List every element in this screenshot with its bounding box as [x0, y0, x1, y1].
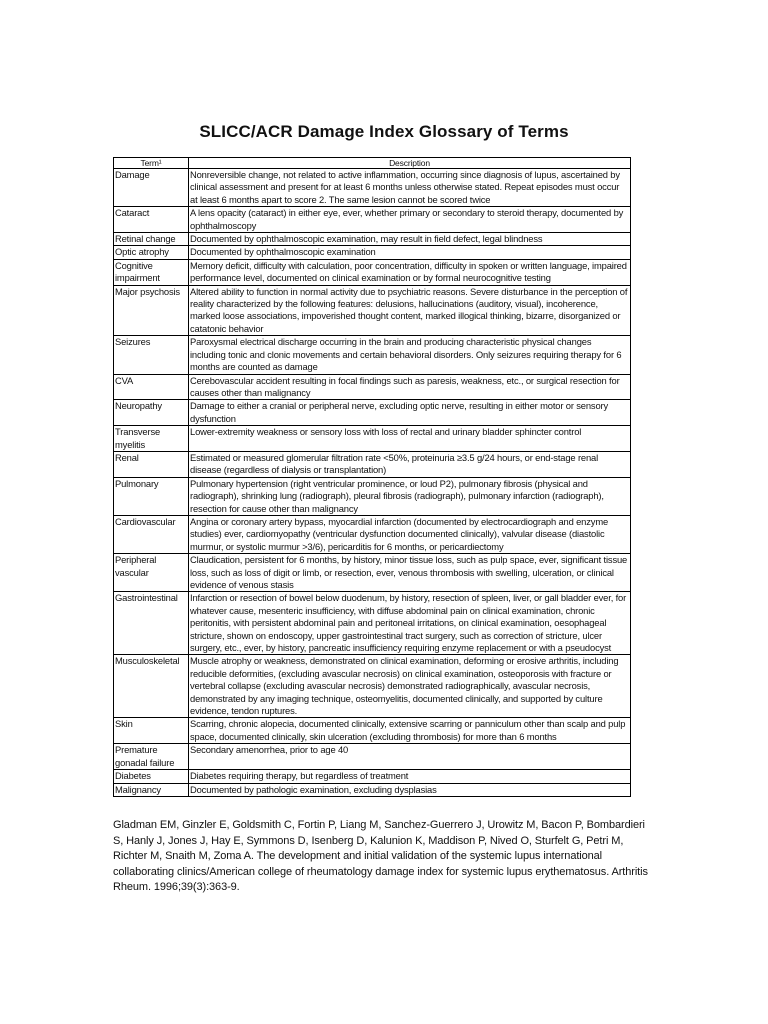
- table-row: [114, 400, 631, 426]
- description-cell: Secondary amenorrhea, prior to age 40: [189, 744, 631, 770]
- table-row: [114, 554, 631, 592]
- table-row: [114, 285, 631, 336]
- description-cell: Angina or coronary artery bypass, myocardial infarction (documented by electrocardiograph and enzyme studies) ever, cardiomyopathy (ventricular dysfunction documented clinically), valvular disease (diastolic murmur, or systolic murmur >3/6), pericarditis for 6 months, or pericardiectomy: [189, 515, 631, 553]
- description-cell: Documented by pathologic examination, excluding dysplasias: [189, 783, 631, 796]
- description-cell: Documented by ophthalmoscopic examination: [189, 246, 631, 259]
- document-title: SLICC/ACR Damage Index Glossary of Terms: [199, 122, 569, 141]
- term-cell: Pulmonary: [114, 477, 189, 515]
- description-cell: Nonreversible change, not related to active inflammation, occurring since diagnosis of lupus, ascertained by clinical assessment and present for at least 6 months unless otherwise stated. Repeat episodes must occur at least 6 months apart to score 2. The same lesion cannot be scored twice: [189, 169, 631, 207]
- table-row: [114, 655, 631, 718]
- table-row: [114, 783, 631, 796]
- header-term: Term¹: [114, 158, 189, 169]
- table-header-row: [114, 158, 631, 169]
- table-row: [114, 592, 631, 655]
- description-cell: Lower-extremity weakness or sensory loss with loss of rectal and urinary bladder sphincter control: [189, 426, 631, 452]
- description-cell: Paroxysmal electrical discharge occurring in the brain and producing characteristic physical changes including tonic and clonic movements and certain behavioral disorders. Only seizures requiring therapy for 6 months are counted as damage: [189, 336, 631, 374]
- table-row: [114, 718, 631, 744]
- description-cell: Muscle atrophy or weakness, demonstrated on clinical examination, deforming or erosive arthritis, including reducible deformities, (excluding avascular necrosis) on clinical examination, osteoporosis with fracture or vertebral collapse (excluding avascular necrosis) demonstrated radiographically, avascular necrosis, demonstrated by any imaging technique, osteomyelitis, documented clinically, and supported by culture evidence, tendon ruptures.: [189, 655, 631, 718]
- term-cell: Gastrointestinal: [114, 592, 189, 655]
- header-description: Description: [189, 158, 631, 169]
- table-row: [114, 233, 631, 246]
- description-cell: Damage to either a cranial or peripheral nerve, excluding optic nerve, resulting in either motor or sensory dysfunction: [189, 400, 631, 426]
- term-cell: Transverse myelitis: [114, 426, 189, 452]
- term-cell: Diabetes: [114, 770, 189, 783]
- table-row: [114, 169, 631, 207]
- term-cell: Cataract: [114, 207, 189, 233]
- table-row: [114, 515, 631, 553]
- description-cell: Pulmonary hypertension (right ventricular prominence, or loud P2), pulmonary fibrosis (physical and radiograph), shrinking lung (radiograph), pleural fibrosis (radiograph), pulmonary infarction (radiograph), resection for cause other than malignancy: [189, 477, 631, 515]
- description-cell: Documented by ophthalmoscopic examination, may result in field defect, legal blindness: [189, 233, 631, 246]
- table-row: [114, 336, 631, 374]
- table-row: [114, 207, 631, 233]
- table-row: [114, 451, 631, 477]
- description-cell: Altered ability to function in normal activity due to psychiatric reasons. Severe disturbance in the perception of reality characterized by the following features: delusions, hallucinations (auditory, visual), incoherence, marked loose associations, impoverished thought content, marked illogical thinking, bizarre, disorganized or catatonic behavior: [189, 285, 631, 336]
- term-cell: Optic atrophy: [114, 246, 189, 259]
- description-cell: Diabetes requiring therapy, but regardless of treatment: [189, 770, 631, 783]
- glossary-rows: [114, 169, 631, 797]
- term-cell: Seizures: [114, 336, 189, 374]
- term-cell: Neuropathy: [114, 400, 189, 426]
- term-cell: Musculoskeletal: [114, 655, 189, 718]
- term-cell: Retinal change: [114, 233, 189, 246]
- table-row: [114, 259, 631, 285]
- description-cell: Estimated or measured glomerular filtration rate <50%, proteinuria ≥3.5 g/24 hours, or end-stage renal disease (regardless of dialysis or transplantation): [189, 451, 631, 477]
- description-cell: Scarring, chronic alopecia, documented clinically, extensive scarring or panniculum other than scalp and pulp space, documented clinically, skin ulceration (excluding thrombosis) for more than 6 months: [189, 718, 631, 744]
- term-cell: Skin: [114, 718, 189, 744]
- term-cell: Cognitive impairment: [114, 259, 189, 285]
- term-cell: Peripheral vascular: [114, 554, 189, 592]
- table-row: [114, 426, 631, 452]
- description-cell: Claudication, persistent for 6 months, by history, minor tissue loss, such as pulp space, ever, significant tissue loss, such as loss of digit or limb, or resection, ever, venous thrombosis with swelling, ulceration, or clinical evidence of venous stasis: [189, 554, 631, 592]
- glossary-table: [113, 157, 631, 797]
- citation: Gladman EM, Ginzler E, Goldsmith C, Fortin P, Liang M, Sanchez-Guerrero J, Urowitz M, Bacon P, Bombardieri S, Hanly J, Jones J, Hay E, Symmons D, Isenberg D, Kalunion K, Maddison P, Nived O, Sturfelt G, Petri M, Richter M, Snaith M, Zoma A. The development and initial validation of the systemic lupus international collaborating clinics/American college of rheumatology damage index for systemic lupus erythematosus. Arthritis Rheum. 1996;39(3):363-9.: [113, 819, 648, 893]
- term-cell: Major psychosis: [114, 285, 189, 336]
- table-row: [114, 477, 631, 515]
- term-cell: Malignancy: [114, 783, 189, 796]
- table-row: [114, 246, 631, 259]
- term-cell: Premature gonadal failure: [114, 744, 189, 770]
- table-row: [114, 374, 631, 400]
- term-cell: Cardiovascular: [114, 515, 189, 553]
- description-cell: Infarction or resection of bowel below duodenum, by history, resection of spleen, liver, or gall bladder ever, for whatever cause, mesenteric insufficiency, with diffuse abdominal pain on clinical examination, chronic peritonitis, with persistent abdominal pain and peritoneal irritations, on clinical examination, oesophageal stricture, shown on endoscopy, upper gastrointestinal tract surgery, such as correction of stricture, ulcer surgery, etc., ever, by history, pancreatic insufficiency requiring enzyme replacement or with a pseudocyst: [189, 592, 631, 655]
- description-cell: Cerebovascular accident resulting in focal findings such as paresis, weakness, etc., or surgical resection for causes other than malignancy: [189, 374, 631, 400]
- table-row: [114, 744, 631, 770]
- description-cell: Memory deficit, difficulty with calculation, poor concentration, difficulty in spoken or written language, impaired performance level, documented on clinical examination or by formal neurocognitive testing: [189, 259, 631, 285]
- term-cell: Damage: [114, 169, 189, 207]
- term-cell: Renal: [114, 451, 189, 477]
- table-row: [114, 770, 631, 783]
- description-cell: A lens opacity (cataract) in either eye, ever, whether primary or secondary to steroid therapy, documented by ophthalmoscopy: [189, 207, 631, 233]
- term-cell: CVA: [114, 374, 189, 400]
